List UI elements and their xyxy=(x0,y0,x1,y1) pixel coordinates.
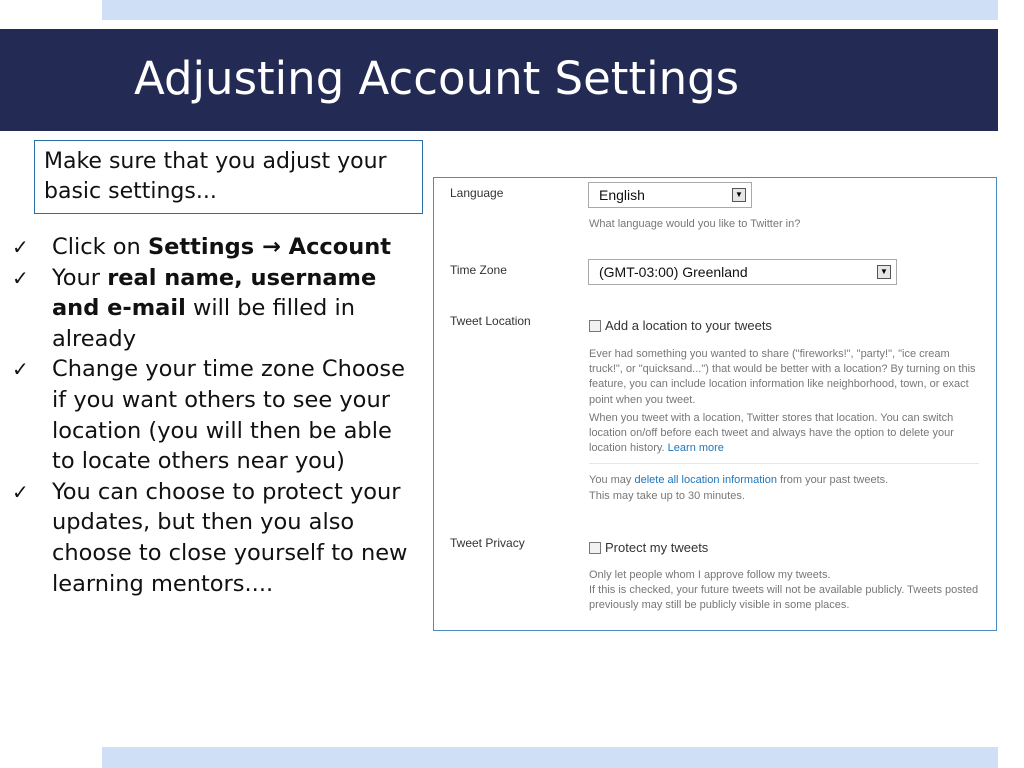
bottom-decor-strip xyxy=(102,747,998,768)
learn-more-link[interactable]: Learn more xyxy=(667,442,724,455)
bullet-item xyxy=(8,354,408,476)
bullet-text: will be filled in already xyxy=(52,295,355,352)
location-history-text xyxy=(589,411,984,457)
location-checkbox[interactable] xyxy=(589,320,601,332)
bullet-bold-text: Settings → Account xyxy=(147,234,392,260)
divider xyxy=(589,463,979,464)
delete-location-post: from your past tweets. xyxy=(776,474,889,486)
timezone-label: Time Zone xyxy=(450,263,507,277)
slide-title: Adjusting Account Settings xyxy=(134,52,740,105)
location-checkbox-row[interactable] xyxy=(589,318,772,334)
check-icon: ✓ xyxy=(12,357,29,382)
delete-location-pre: You may xyxy=(589,474,635,486)
privacy-help-1: Only let people whom I approve follow my tweets. xyxy=(589,569,831,581)
top-decor-strip xyxy=(102,0,998,20)
bullet-item xyxy=(8,263,408,355)
delete-location-text xyxy=(589,473,984,488)
bullet-text: Change your time zone Choose if you want others to see your location (you will then be able to locate others near you) xyxy=(52,356,405,475)
privacy-label: Tweet Privacy xyxy=(450,536,525,550)
check-icon: ✓ xyxy=(12,235,29,259)
language-help: What language would you like to Twitter in? xyxy=(589,218,801,230)
language-select-value: English xyxy=(599,187,645,203)
bullet-text: Your xyxy=(52,264,108,291)
location-history-desc: When you tweet with a location, Twitter stores that location. You can switch location on/off before each tweet and always have the option to delete your location history. xyxy=(589,412,954,455)
language-select[interactable] xyxy=(588,182,752,208)
bullet-text: Click on xyxy=(52,234,148,260)
timezone-select-value: (GMT-03:00) Greenland xyxy=(599,264,748,280)
bullet-text: You can choose to protect your updates, but then you also choose to close yourself to new learning mentors.... xyxy=(52,478,408,597)
callout-box: Make sure that you adjust your basic settings... xyxy=(34,140,423,214)
privacy-checkbox-label: Protect my tweets xyxy=(605,540,709,555)
language-label: Language xyxy=(450,186,504,200)
timezone-select[interactable] xyxy=(588,259,897,285)
chevron-down-icon: ▼ xyxy=(732,188,746,202)
chevron-down-icon: ▼ xyxy=(877,265,891,279)
bullet-item xyxy=(8,232,408,263)
privacy-checkbox[interactable] xyxy=(589,542,601,554)
privacy-help-2: If this is checked, your future tweets will not be available publicly. Tweets posted previously may still be publicly visible in some places. xyxy=(589,584,979,612)
settings-screenshot-panel xyxy=(433,177,997,631)
delete-location-note: This may take up to 30 minutes. xyxy=(589,490,745,502)
bullet-list xyxy=(8,232,408,599)
check-icon: ✓ xyxy=(12,265,29,290)
bullet-bold-text: real name, username and e-mail xyxy=(52,264,377,322)
bullet-item xyxy=(8,477,408,599)
check-icon: ✓ xyxy=(12,479,29,504)
location-help-text: Ever had something you wanted to share ("fireworks!", "party!", "ice cream truck!", or "quicksand...") that would be better with a location? By turning on this feature, you can include location information like neighborhood, town, or exact point when you tweet. xyxy=(589,348,976,406)
delete-location-link[interactable]: delete all location information xyxy=(634,474,777,486)
privacy-checkbox-row[interactable] xyxy=(589,540,708,556)
location-checkbox-label: Add a location to your tweets xyxy=(605,318,772,333)
location-label: Tweet Location xyxy=(450,314,531,328)
